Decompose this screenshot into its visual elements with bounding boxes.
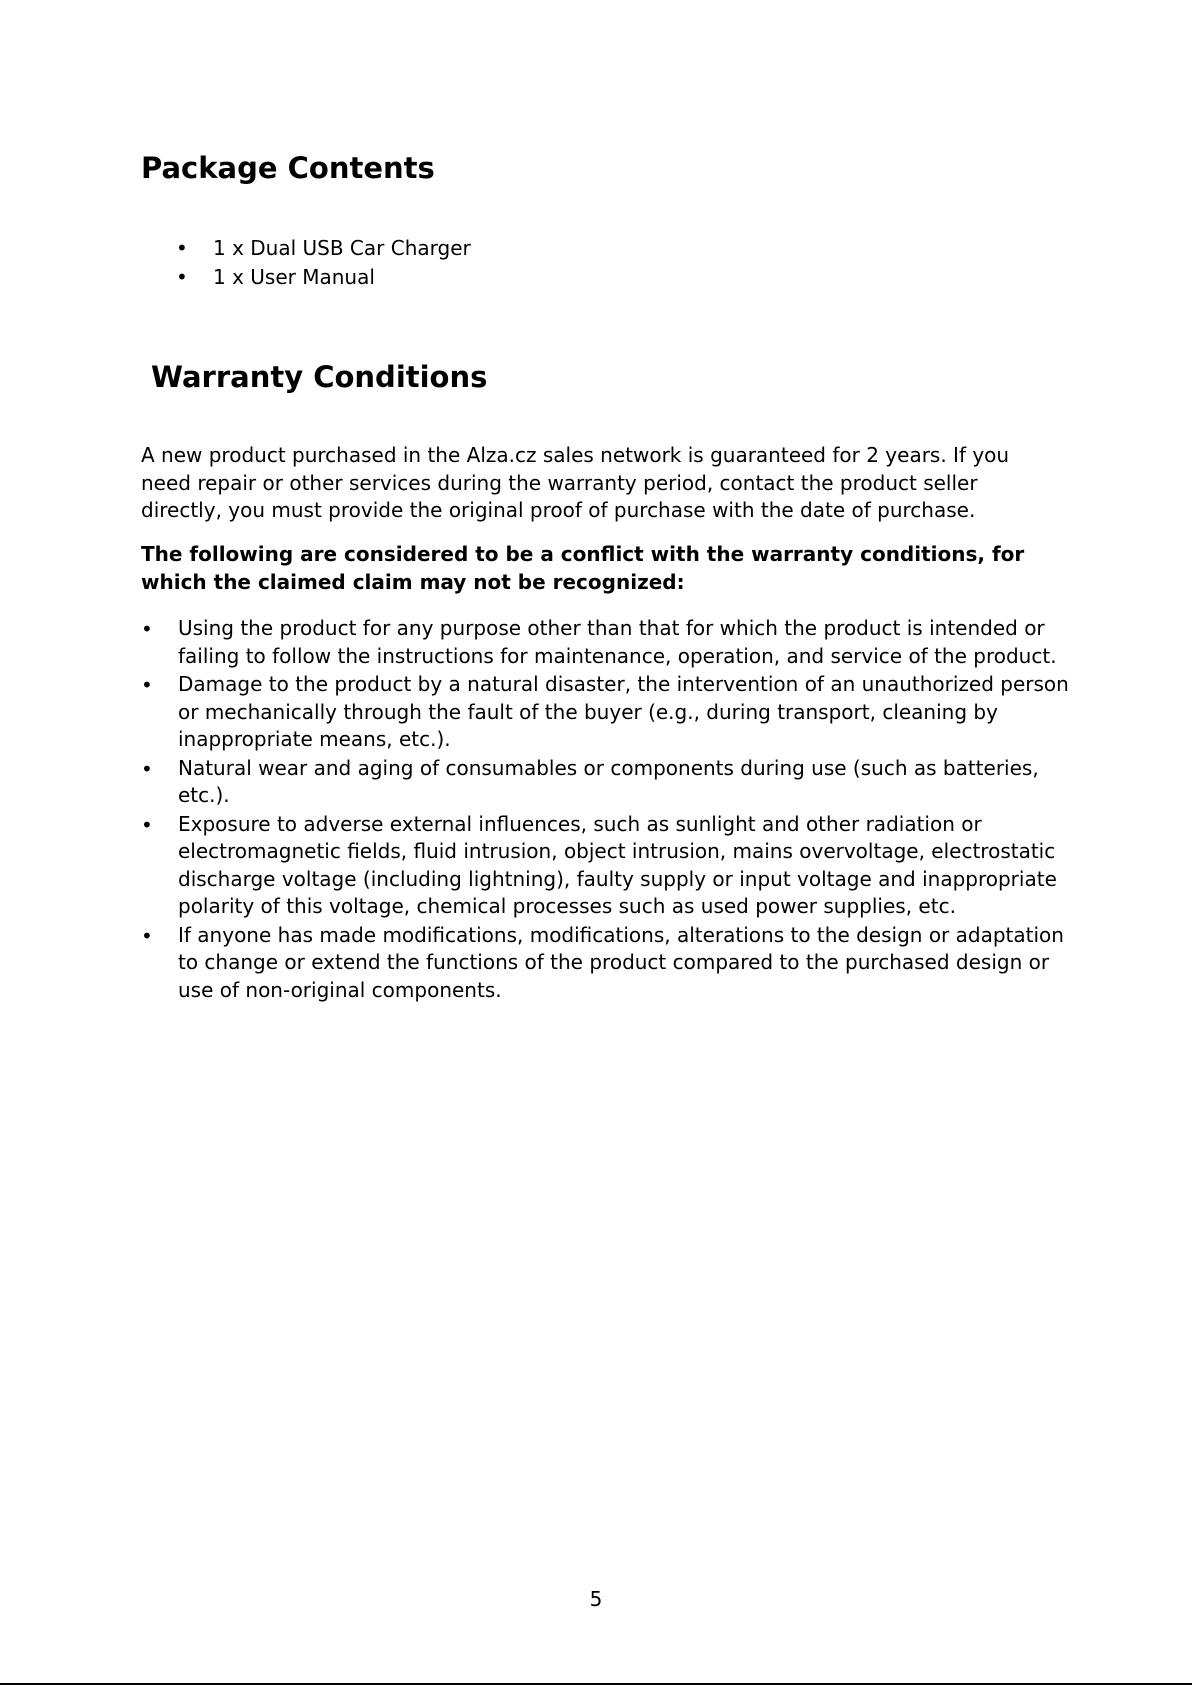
bullet-icon: • <box>141 617 153 641</box>
warranty-conditions-heading: Warranty Conditions <box>151 360 488 394</box>
bullet-icon: • <box>141 673 153 697</box>
condition-text: Exposure to adverse external influences, such as sunlight and other radiation or electromagnetic fields, fluid intrusion, object intrusion, mains overvoltage, electrostatic discharge voltage (including lightning), faulty supply or input voltage and inappropriate polarity of this voltage, chemical processes such as used power supplies, etc. <box>178 811 1057 918</box>
warranty-conflict-heading: The following are considered to be a conflict with the warranty conditions, for which the claimed claim may not be recognized: <box>141 542 1025 594</box>
bullet-icon: • <box>141 923 153 948</box>
condition-text: Natural wear and aging of consumables or components during use (such as batteries, etc.). <box>178 755 1039 807</box>
list-item <box>141 922 1081 1005</box>
warranty-intro-paragraph: A new product purchased in the Alza.cz sales network is guaranteed for 2 years. If you need repair or other services during the warranty period, contact the product seller directly, you must provide the original proof of purchase with the date of purchase. <box>141 443 1010 522</box>
condition-text: Damage to the product by a natural disaster, the intervention of an unauthorized person or mechanically through the fault of the buyer (e.g., during transport, cleaning by inappropriate means, etc.). <box>178 672 1069 751</box>
list-item <box>176 234 676 263</box>
page-number: 5 <box>589 1587 603 1611</box>
bullet-icon: • <box>176 265 188 289</box>
warranty-conditions-list <box>141 615 1081 1005</box>
list-item <box>141 615 1081 670</box>
condition-text: If anyone has made modifications, modifications, alterations to the design or adaptation to change or extend the functions of the product compared to the purchased design or use of non-original components. <box>178 922 1064 1002</box>
bullet-icon: • <box>176 236 188 260</box>
package-item-label: 1 x User Manual <box>213 265 375 289</box>
list-item <box>141 755 1081 810</box>
list-item <box>141 811 1081 921</box>
condition-text: Using the product for any purpose other than that for which the product is intended or failing to follow the instructions for maintenance, operation, and service of the product. <box>178 616 1057 668</box>
package-contents-heading: Package Contents <box>141 151 435 185</box>
package-item-label: 1 x Dual USB Car Charger <box>213 236 471 260</box>
bullet-icon: • <box>141 812 153 837</box>
list-item <box>141 671 1081 754</box>
list-item <box>176 263 676 292</box>
bullet-icon: • <box>141 756 153 781</box>
package-contents-list <box>176 234 676 292</box>
